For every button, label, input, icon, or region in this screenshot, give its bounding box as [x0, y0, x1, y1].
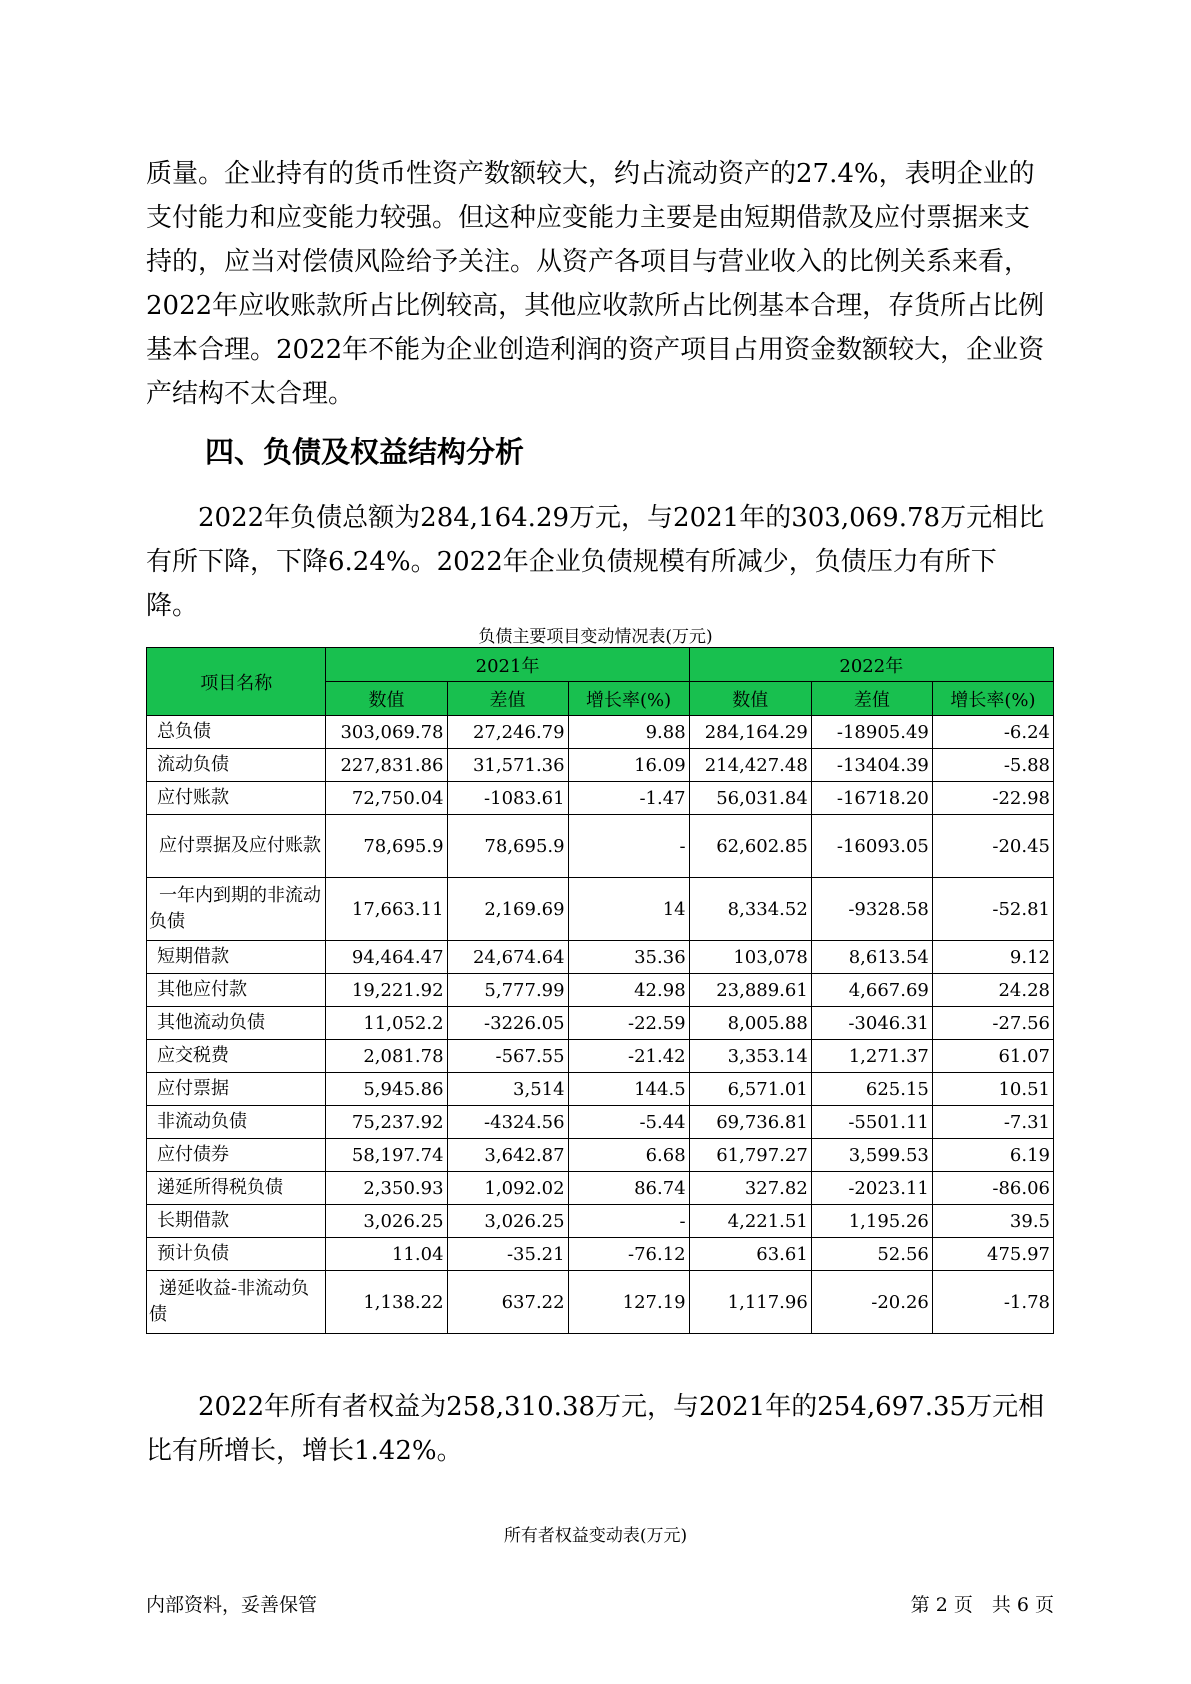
cell-d2: -16718.20: [811, 782, 932, 815]
paragraph-liability-summary: 2022年负债总额为284,164.29万元，与2021年的303,069.78万元相比有所下降，下降6.24%。2022年企业负债规模有所减少，负债压力有所下降。: [146, 503, 1045, 621]
cell-d1: 2,169.69: [447, 878, 568, 941]
cell-v1: 17,663.11: [326, 878, 447, 941]
cell-d1: -3226.05: [447, 1007, 568, 1040]
equity-table-caption: 所有者权益变动表(万元): [503, 1526, 688, 1546]
table-row: [147, 1040, 1054, 1073]
header-year-2021: 2021年: [326, 648, 689, 682]
table-row: [147, 782, 1054, 815]
cell-v1: 75,237.92: [326, 1106, 447, 1139]
table-row: [147, 1172, 1054, 1205]
cell-d2: -20.26: [811, 1271, 932, 1334]
cell-r2: -22.98: [932, 782, 1053, 815]
cell-r2: 24.28: [932, 974, 1053, 1007]
table-row: [147, 716, 1054, 749]
cell-r1: -1.47: [568, 782, 689, 815]
cell-v1: 2,081.78: [326, 1040, 447, 1073]
cell-r2: 61.07: [932, 1040, 1053, 1073]
cell-r2: 39.5: [932, 1205, 1053, 1238]
cell-d2: 3,599.53: [811, 1139, 932, 1172]
cell-v1: 227,831.86: [326, 749, 447, 782]
cell-d2: -2023.11: [811, 1172, 932, 1205]
cell-name: 其他应付款: [147, 974, 326, 1007]
cell-d1: 31,571.36: [447, 749, 568, 782]
cell-v1: 11.04: [326, 1238, 447, 1271]
table-row: [147, 815, 1054, 878]
cell-name: 非流动负债: [147, 1106, 326, 1139]
cell-r1: -: [568, 815, 689, 878]
cell-d1: 5,777.99: [447, 974, 568, 1007]
cell-v2: 6,571.01: [689, 1073, 811, 1106]
cell-name: 预计负债: [147, 1238, 326, 1271]
table-row: [147, 974, 1054, 1007]
cell-r1: -76.12: [568, 1238, 689, 1271]
cell-d1: 24,674.64: [447, 941, 568, 974]
header-item-name: 项目名称: [147, 648, 326, 716]
cell-name: 一年内到期的非流动负债: [147, 878, 326, 941]
cell-d1: 78,695.9: [447, 815, 568, 878]
cell-r1: 127.19: [568, 1271, 689, 1334]
cell-r2: -1.78: [932, 1271, 1053, 1334]
cell-r2: -20.45: [932, 815, 1053, 878]
cell-v1: 3,026.25: [326, 1205, 447, 1238]
cell-r2: 475.97: [932, 1238, 1053, 1271]
cell-name: 应交税费: [147, 1040, 326, 1073]
cell-r1: 9.88: [568, 716, 689, 749]
cell-r1: -5.44: [568, 1106, 689, 1139]
cell-v2: 8,005.88: [689, 1007, 811, 1040]
cell-r1: 35.36: [568, 941, 689, 974]
cell-r1: 16.09: [568, 749, 689, 782]
cell-v1: 19,221.92: [326, 974, 447, 1007]
cell-d1: 3,026.25: [447, 1205, 568, 1238]
section-heading: 四、负债及权益结构分析: [205, 435, 525, 469]
cell-d2: 4,667.69: [811, 974, 932, 1007]
header-diff-2021: 差值: [447, 682, 568, 716]
cell-v2: 327.82: [689, 1172, 811, 1205]
table-row: [147, 1238, 1054, 1271]
cell-name: 递延所得税负债: [147, 1172, 326, 1205]
table-row: [147, 1205, 1054, 1238]
cell-d2: 8,613.54: [811, 941, 932, 974]
cell-v2: 23,889.61: [689, 974, 811, 1007]
cell-d1: -1083.61: [447, 782, 568, 815]
cell-d1: 27,246.79: [447, 716, 568, 749]
cell-r1: -: [568, 1205, 689, 1238]
table-row: [147, 878, 1054, 941]
cell-name: 递延收益-非流动负债: [147, 1271, 326, 1334]
table-row: [147, 1007, 1054, 1040]
cell-d1: 3,642.87: [447, 1139, 568, 1172]
cell-v2: 284,164.29: [689, 716, 811, 749]
cell-v1: 72,750.04: [326, 782, 447, 815]
cell-name: 流动负债: [147, 749, 326, 782]
cell-r2: -52.81: [932, 878, 1053, 941]
table-row: [147, 1073, 1054, 1106]
cell-v1: 5,945.86: [326, 1073, 447, 1106]
cell-name: 应付账款: [147, 782, 326, 815]
cell-v1: 2,350.93: [326, 1172, 447, 1205]
cell-v2: 103,078: [689, 941, 811, 974]
paragraph-asset-structure: 质量。企业持有的货币性资产数额较大，约占流动资产的27.4%，表明企业的支付能力和应变能力较强。但这种应变能力主要是由短期借款及应付票据来支持的，应当对偿债风险给予关注。从资产各项目与营业收入的比例关系来看，2022年应收账款所占比例较高，其他应收款所占比例基本合理，存货所占比例基本合理。2022年不能为企业创造利润的资产项目占用资金数额较大，企业资产结构不太合理。: [146, 159, 1045, 409]
cell-d2: 1,195.26: [811, 1205, 932, 1238]
cell-d2: -3046.31: [811, 1007, 932, 1040]
footer-page-number: 第 2 页 共 6 页: [910, 1594, 1054, 1616]
cell-name: 应付票据及应付账款: [147, 815, 326, 878]
cell-name: 总负债: [147, 716, 326, 749]
header-value-2022: 数值: [689, 682, 811, 716]
cell-v2: 3,353.14: [689, 1040, 811, 1073]
cell-name: 其他流动负债: [147, 1007, 326, 1040]
cell-d1: -4324.56: [447, 1106, 568, 1139]
cell-v2: 69,736.81: [689, 1106, 811, 1139]
cell-name: 应付债券: [147, 1139, 326, 1172]
cell-name: 长期借款: [147, 1205, 326, 1238]
cell-v1: 1,138.22: [326, 1271, 447, 1334]
cell-r1: -21.42: [568, 1040, 689, 1073]
cell-d1: 1,092.02: [447, 1172, 568, 1205]
cell-name: 应付票据: [147, 1073, 326, 1106]
cell-v2: 214,427.48: [689, 749, 811, 782]
cell-v1: 78,695.9: [326, 815, 447, 878]
cell-d1: 637.22: [447, 1271, 568, 1334]
cell-d1: -567.55: [447, 1040, 568, 1073]
cell-d2: -18905.49: [811, 716, 932, 749]
cell-name: 短期借款: [147, 941, 326, 974]
cell-d2: 1,271.37: [811, 1040, 932, 1073]
cell-r2: -7.31: [932, 1106, 1053, 1139]
cell-v2: 8,334.52: [689, 878, 811, 941]
cell-d1: 3,514: [447, 1073, 568, 1106]
cell-d2: -13404.39: [811, 749, 932, 782]
cell-r2: 10.51: [932, 1073, 1053, 1106]
table-row: [147, 1271, 1054, 1334]
cell-v2: 1,117.96: [689, 1271, 811, 1334]
header-year-2022: 2022年: [689, 648, 1053, 682]
cell-r2: -27.56: [932, 1007, 1053, 1040]
cell-v2: 61,797.27: [689, 1139, 811, 1172]
cell-r1: 6.68: [568, 1139, 689, 1172]
cell-r1: 86.74: [568, 1172, 689, 1205]
cell-d2: -5501.11: [811, 1106, 932, 1139]
cell-r2: -86.06: [932, 1172, 1053, 1205]
cell-v1: 58,197.74: [326, 1139, 447, 1172]
cell-d1: -35.21: [447, 1238, 568, 1271]
header-value-2021: 数值: [326, 682, 447, 716]
cell-r2: 6.19: [932, 1139, 1053, 1172]
cell-r2: -6.24: [932, 716, 1053, 749]
cell-r1: 144.5: [568, 1073, 689, 1106]
paragraph-equity-summary: 2022年所有者权益为258,310.38万元，与2021年的254,697.35万元相比有所增长，增长1.42%。: [146, 1392, 1045, 1466]
cell-v1: 303,069.78: [326, 716, 447, 749]
header-diff-2022: 差值: [811, 682, 932, 716]
cell-r1: -22.59: [568, 1007, 689, 1040]
table-row: [147, 1106, 1054, 1139]
table-row: [147, 749, 1054, 782]
cell-d2: 52.56: [811, 1238, 932, 1271]
table-row: [147, 1139, 1054, 1172]
footer-confidential: 内部资料，妥善保管: [146, 1594, 318, 1616]
cell-r1: 14: [568, 878, 689, 941]
liability-table: [146, 647, 1054, 1334]
cell-d2: -16093.05: [811, 815, 932, 878]
table-caption: 负债主要项目变动情况表(万元): [478, 627, 713, 647]
table-row: [147, 941, 1054, 974]
cell-r2: 9.12: [932, 941, 1053, 974]
cell-v2: 62,602.85: [689, 815, 811, 878]
cell-v1: 94,464.47: [326, 941, 447, 974]
cell-r1: 42.98: [568, 974, 689, 1007]
cell-v2: 4,221.51: [689, 1205, 811, 1238]
header-rate-2022: 增长率(%): [932, 682, 1053, 716]
cell-v1: 11,052.2: [326, 1007, 447, 1040]
cell-d2: -9328.58: [811, 878, 932, 941]
cell-r2: -5.88: [932, 749, 1053, 782]
header-rate-2021: 增长率(%): [568, 682, 689, 716]
cell-v2: 63.61: [689, 1238, 811, 1271]
cell-v2: 56,031.84: [689, 782, 811, 815]
cell-d2: 625.15: [811, 1073, 932, 1106]
